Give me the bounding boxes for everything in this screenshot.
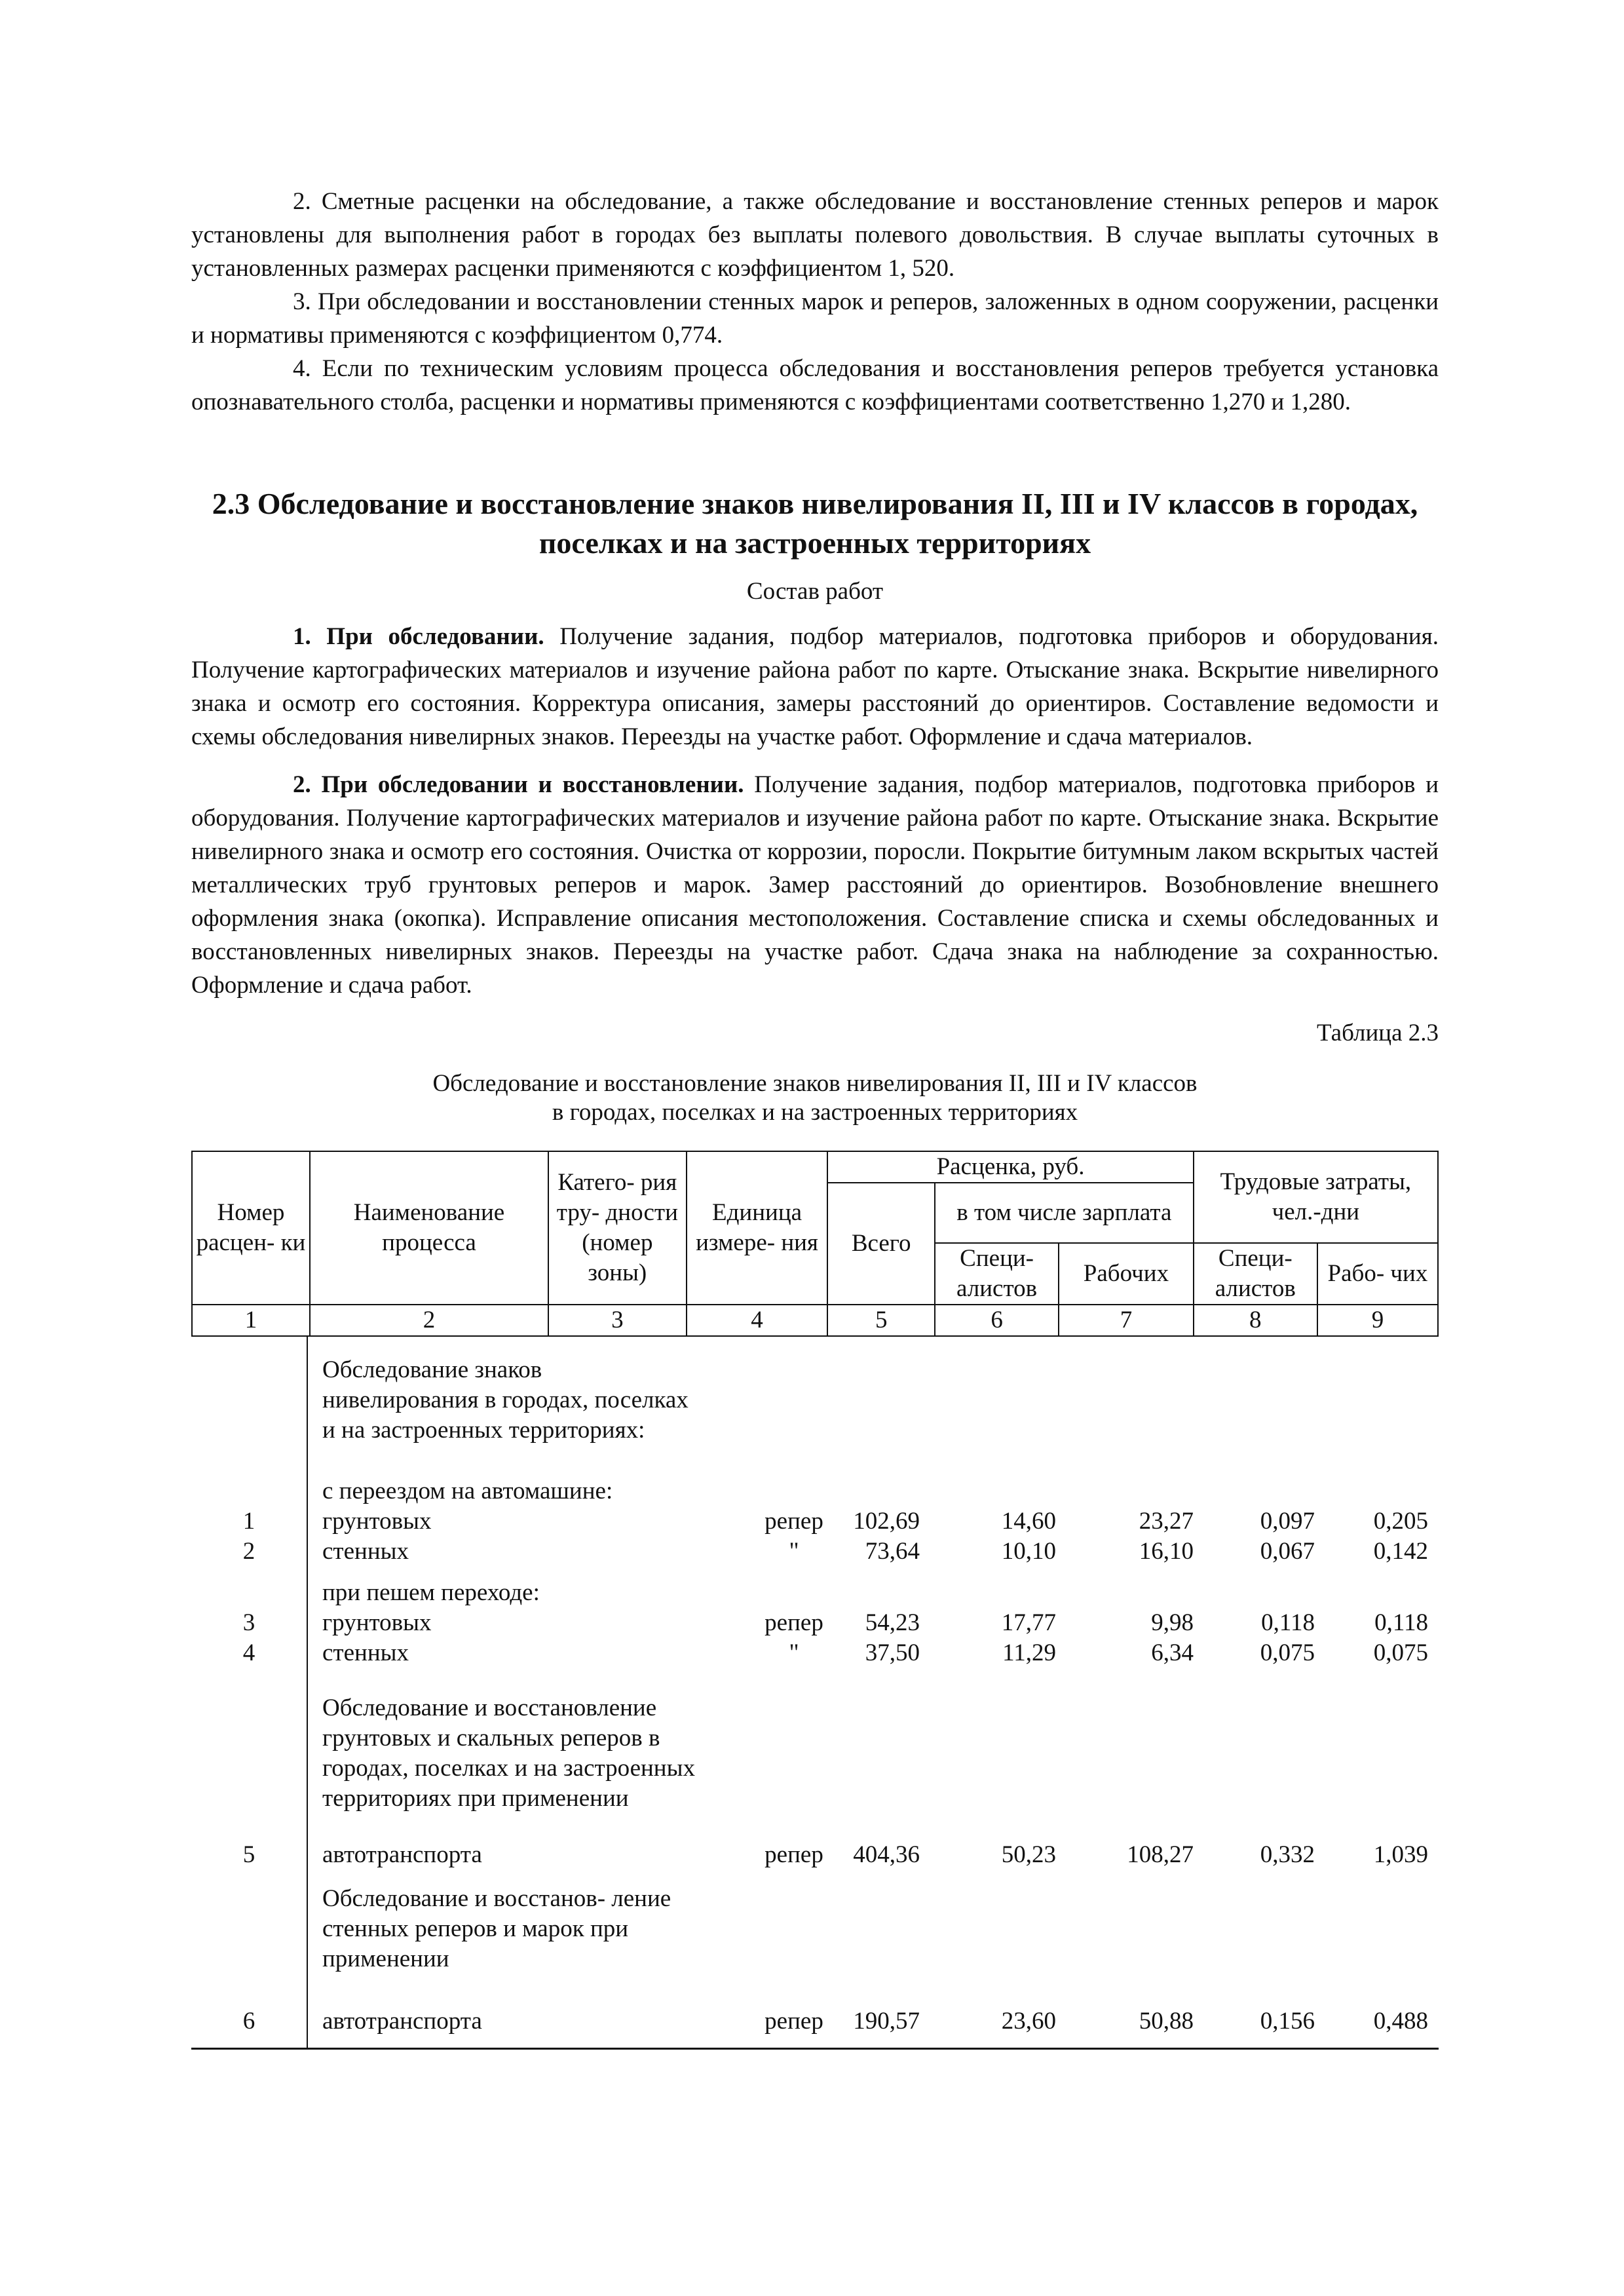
note-3: 3. При обследовании и восстановлении стенных марок и реперов, заложенных в одном сооружении, расценки и нормативы применяются с коэффициентом 0,774. [191, 288, 1439, 349]
cell-n: 2 [242, 1538, 255, 1565]
col-number-5: 5 [827, 1305, 935, 1336]
cell-lwork: 0,488 [1373, 2008, 1428, 2035]
header-total: Всего [827, 1183, 935, 1305]
cell-name: грунтовых [322, 1508, 432, 1535]
header-spec: Специ- алистов [935, 1243, 1059, 1305]
cell-name: автотранспорта [322, 2008, 482, 2035]
col-number-3: 3 [548, 1305, 687, 1336]
cell-unit: репер [765, 2008, 823, 2035]
header-labor: Трудовые затраты, чел.-дни [1194, 1151, 1438, 1243]
group-title-1: Обследование знаков нивелирования в городах, поселках и на застроенных территориях: [322, 1356, 689, 1444]
cell-work: 108,27 [1127, 1841, 1194, 1868]
cell-name: грунтовых [322, 1609, 432, 1636]
cell-lwork: 0,075 [1373, 1639, 1428, 1666]
header-incl: в том числе зарплата [935, 1183, 1194, 1243]
cell-n: 5 [242, 1841, 255, 1868]
cell-spec: 17,77 [1001, 1609, 1056, 1636]
col-number-8: 8 [1194, 1305, 1317, 1336]
cell-work: 16,10 [1139, 1538, 1194, 1565]
work-item-2 [191, 768, 1439, 1002]
document-page [191, 185, 1439, 2050]
cell-lwork: 0,118 [1374, 1609, 1428, 1636]
header-name: Наименование процесса [310, 1151, 548, 1305]
cell-lspec: 0,156 [1260, 2008, 1315, 2035]
subgroup-title-walk: при пешем переходе: [322, 1579, 540, 1606]
section-title: 2.3 Обследование и восстановление знаков нивелирования II, III и IV классов в городах, поселках и на застроенных территориях [212, 487, 1418, 560]
work-item-2-text: Получение задания, подбор материалов, подготовка приборов и оборудования. Получение картографических материалов и изучение района работ по карте. Отыскание знака. Вскрытие нивелирного знака и осмотр его состояния. Очистка от коррозии, поросли. Покрытие битумным лаком вскрытых частей металлических труб грунтовых реперов и марок. Замер расстояний до ориентиров. Возобновление внешнего оформления знака (окопка). Исправление описания местоположения. Составление списка и схемы обследованных и восстановленных нивелирных знаков. Переезды на участке работ. Сдача знака на наблюдение за сохранностью. Оформление и сдача работ. [191, 771, 1439, 999]
table-number: Таблица 2.3 [1317, 1020, 1439, 1046]
cell-work: 23,27 [1139, 1508, 1194, 1535]
col-number-6: 6 [935, 1305, 1059, 1336]
header-price: Расценка, руб. [827, 1151, 1193, 1183]
subgroup-title-car: с переездом на автомашине: [322, 1478, 613, 1504]
cell-lwork: 0,142 [1373, 1538, 1428, 1565]
cell-lspec: 0,118 [1261, 1609, 1315, 1636]
cell-spec: 14,60 [1001, 1508, 1056, 1535]
col-number-4: 4 [687, 1305, 828, 1336]
cell-name: стенных [322, 1538, 409, 1565]
group-title-3: Обследование и восстанов- ление стенных реперов и марок при применении [322, 1885, 671, 1972]
table-title-line2: в городах, поселках и на застроенных территориях [552, 1099, 1078, 1126]
cell-name: автотранспорта [322, 1841, 482, 1868]
note-4: 4. Если по техническим условиям процесса обследования и восстановления реперов требуется установка опознавательного столба, расценки и нормативы применяются с коэффициентами соответственно 1,270 и 1,280. [191, 355, 1439, 415]
cell-work: 9,98 [1151, 1609, 1194, 1636]
cell-spec: 10,10 [1001, 1538, 1056, 1565]
cell-lspec: 0,332 [1260, 1841, 1315, 1868]
cell-total: 102,69 [853, 1508, 920, 1535]
cell-total: 73,64 [865, 1538, 920, 1565]
cell-lwork: 1,039 [1373, 1841, 1428, 1868]
work-item-1 [191, 620, 1439, 754]
cell-total: 54,23 [865, 1609, 920, 1636]
table-header [191, 1151, 1439, 1337]
group-title-2: Обследование и восстановление грунтовых и скальных реперов в городах, поселках и на застроенных территориях при применении [322, 1694, 695, 1812]
table-title-line1: Обследование и восстановление знаков нивелирования II, III и IV классов [432, 1070, 1198, 1097]
section-subhead: Состав работ [746, 578, 884, 605]
cell-unit: репер [765, 1609, 823, 1636]
cell-unit: " [789, 1538, 799, 1565]
table-title [191, 1069, 1439, 1127]
cell-total: 404,36 [853, 1841, 920, 1868]
header-number: Номер расцен- ки [192, 1151, 310, 1305]
header-category: Катего- рия тру- дности (номер зоны) [548, 1151, 687, 1305]
table-body [191, 1337, 1439, 2050]
work-item-1-label: 1. При обследовании. [293, 623, 544, 650]
cell-n: 6 [242, 2008, 255, 2035]
cell-lspec: 0,097 [1260, 1508, 1315, 1535]
cell-unit: репер [765, 1508, 823, 1535]
cell-spec: 50,23 [1001, 1841, 1056, 1868]
cell-total: 190,57 [853, 2008, 920, 2035]
cell-lspec: 0,075 [1260, 1639, 1315, 1666]
notes-block [191, 185, 1439, 419]
cell-unit: " [789, 1639, 799, 1666]
cell-work: 6,34 [1151, 1639, 1194, 1666]
cell-n: 1 [242, 1508, 255, 1535]
table-body-divider [307, 1337, 308, 2048]
cell-total: 37,50 [865, 1639, 920, 1666]
cell-unit: репер [765, 1841, 823, 1868]
cell-spec: 23,60 [1001, 2008, 1056, 2035]
cell-n: 4 [242, 1639, 255, 1666]
cell-name: стенных [322, 1639, 409, 1666]
col-number-2: 2 [310, 1305, 548, 1336]
col-number-1: 1 [192, 1305, 310, 1336]
cell-work: 50,88 [1139, 2008, 1194, 2035]
work-item-2-label: 2. При обследовании и восстановлении. [293, 771, 744, 798]
cell-lwork: 0,205 [1373, 1508, 1428, 1535]
col-number-7: 7 [1059, 1305, 1194, 1336]
header-work: Рабочих [1059, 1243, 1194, 1305]
header-unit: Единица измере- ния [687, 1151, 828, 1305]
cell-n: 3 [242, 1609, 255, 1636]
header-labor-work: Рабо- чих [1317, 1243, 1438, 1305]
work-item-1-text: Получение задания, подбор материалов, подготовка приборов и оборудования. Получение картографических материалов и изучение района работ по карте. Отыскание знака. Вскрытие нивелирного знака и осмотр его состояния. Корректура описания, замеры расстояний до ориентиров. Составление ведомости и схемы обследования нивелирных знаков. Переезды на участке работ. Оформление и сдача материалов. [191, 623, 1439, 750]
note-2: 2. Сметные расценки на обследование, а также обследование и восстановление стенных реперов и марок установлены для выполнения работ в городах без выплаты полевого довольствия. В случае выплаты суточных в установленных размерах расценки применяются с коэффициентом 1, 520. [191, 188, 1439, 282]
header-labor-spec: Специ- алистов [1194, 1243, 1317, 1305]
col-number-9: 9 [1317, 1305, 1438, 1336]
cell-spec: 11,29 [1002, 1639, 1056, 1666]
cell-lspec: 0,067 [1260, 1538, 1315, 1565]
